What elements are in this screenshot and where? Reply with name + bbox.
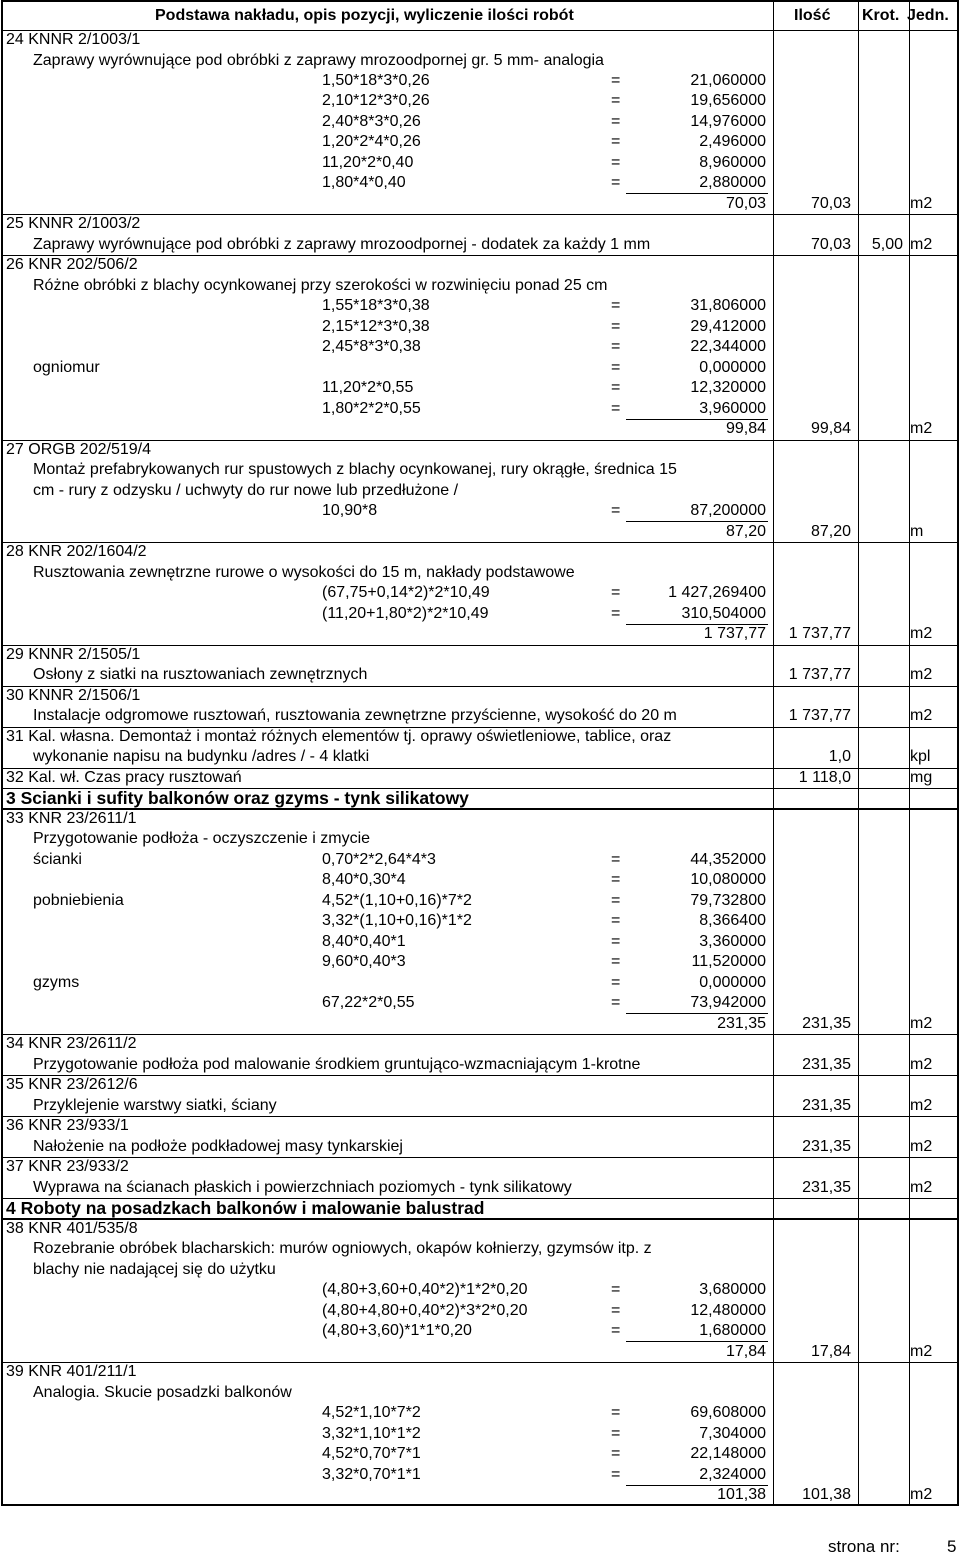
calc-cell: = [611, 1466, 621, 1483]
calc-cell: 11,20*2*0,55 [322, 379, 414, 396]
calc-cell: = [611, 92, 621, 109]
total-cell: 87,20 [810, 523, 851, 540]
calc-cell: 3,32*0,70*1*1 [322, 1466, 421, 1483]
calc-cell: 1,680000 [699, 1322, 766, 1339]
text-cell: Osłony z siatki na rusztowaniach zewnętrznych [33, 666, 368, 683]
calc-cell: 2,496000 [699, 133, 766, 150]
text-cell: 1 737,77 [788, 666, 851, 683]
calc-cell: 69,608000 [690, 1404, 766, 1421]
text-cell: Wyprawa na ścianach płaskich i powierzchniach poziomych - tynk silikatowy [33, 1179, 572, 1196]
text-cell: 231,35 [802, 1179, 851, 1196]
item-rule [3, 809, 957, 810]
section-cell: 3 Scianki i sufity balkonów oraz gzyms - tynk silikatowy [6, 788, 469, 808]
text-cell: kpl [910, 748, 931, 765]
item-rule [3, 1157, 957, 1158]
calc-cell: ogniomur [33, 359, 100, 376]
calc-cell: = [611, 400, 621, 417]
calc-cell: 3,960000 [699, 400, 766, 417]
calc-cell: 12,480000 [690, 1302, 766, 1319]
calc-cell: 8,40*0,40*1 [322, 933, 406, 950]
item-cell: 27 ORGB 202/519/4 [6, 441, 151, 458]
total-cell: 231,35 [802, 1015, 851, 1032]
total-cell: m2 [910, 625, 933, 642]
item-cell: 28 KNR 202/1604/2 [6, 543, 147, 560]
calc-cell: = [611, 994, 621, 1011]
calc-cell: (4,80+4,80+0,40*2)*3*2*0,20 [322, 1302, 528, 1319]
total-cell: m2 [910, 1015, 933, 1032]
calc-cell: 3,32*(1,10+0,16)*1*2 [322, 912, 472, 929]
calc-cell: 1,50*18*3*0,26 [322, 72, 430, 89]
calc-cell: (11,20+1,80*2)*2*10,49 [322, 605, 489, 622]
calc-cell: 8,366400 [699, 912, 766, 929]
header-repeat: Krot. [862, 7, 900, 24]
calc-cell: 8,960000 [699, 154, 766, 171]
header-unit: Jedn. [907, 7, 949, 24]
item-rule [3, 1075, 957, 1076]
page-number: 5 [947, 1537, 957, 1556]
calc-cell: 14,976000 [690, 113, 766, 130]
total-cell: 17,84 [810, 1343, 851, 1360]
calc-cell: (4,80+3,60+0,40*2)*1*2*0,20 [322, 1281, 528, 1298]
calc-cell: 9,60*0,40*3 [322, 953, 406, 970]
calc-cell: 2,880000 [699, 174, 766, 191]
item-cell: 32 Kal. wł. Czas pracy rusztowań [6, 769, 242, 786]
calc-cell: 2,45*8*3*0,38 [322, 338, 421, 355]
item-rule [3, 1362, 957, 1363]
calc-cell: = [611, 338, 621, 355]
item-cell: 24 KNNR 2/1003/1 [6, 31, 141, 48]
text-cell: Nałożenie na podłoże podkładowej masy tynkarskiej [33, 1138, 403, 1155]
calc-cell: 10,080000 [690, 871, 766, 888]
calc-cell: 3,360000 [699, 933, 766, 950]
calc-cell: = [611, 154, 621, 171]
item-rule [3, 686, 957, 687]
text-cell: Zaprawy wyrównujące pod obróbki z zaprawy mrozoodpornej - dodatek za każdy 1 mm [33, 236, 651, 253]
item-rule [3, 214, 957, 215]
calc-cell: = [611, 379, 621, 396]
item-cell: 25 KNNR 2/1003/2 [6, 215, 141, 232]
total-cell: m [910, 523, 924, 540]
text-cell: Przyklejenie warstwy siatki, ściany [33, 1097, 277, 1114]
header-description: Podstawa nakładu, opis pozycji, wyliczenie ilości robót [155, 7, 574, 24]
calc-cell: = [611, 912, 621, 929]
page-label: strona nr: [828, 1537, 900, 1556]
total-cell: 1 737,77 [703, 625, 766, 642]
text-cell: 231,35 [802, 1138, 851, 1155]
calc-cell: = [611, 1281, 621, 1298]
calc-cell: 310,504000 [681, 605, 766, 622]
calc-cell: 22,344000 [690, 338, 766, 355]
calc-cell: 0,000000 [699, 359, 766, 376]
cost-estimate-table [1, 0, 959, 1506]
item-rule [3, 1219, 957, 1220]
calc-cell: = [611, 1302, 621, 1319]
calc-cell: 8,40*0,30*4 [322, 871, 406, 888]
text-cell: Instalacje odgromowe rusztowań, rusztowania zewnętrzne przyścienne, wysokość do 20 m [33, 707, 677, 724]
calc-cell: gzyms [33, 974, 80, 991]
calc-cell: (67,75+0,14*2)*2*10,49 [322, 584, 490, 601]
header-quantity: Ilość [794, 7, 831, 24]
column-separator [909, 2, 910, 1504]
text-cell: wykonanie napisu na budynku /adres / - 4 klatki [33, 748, 370, 765]
total-cell: 1 737,77 [788, 625, 851, 642]
calc-cell: 2,40*8*3*0,26 [322, 113, 421, 130]
calc-cell: = [611, 174, 621, 191]
text-cell: 1,0 [828, 748, 851, 765]
calc-cell: 2,15*12*3*0,38 [322, 318, 430, 335]
item-cell: 38 KNR 401/535/8 [6, 1220, 138, 1237]
calc-cell: pobniebienia [33, 892, 124, 909]
calc-cell: = [611, 892, 621, 909]
text-cell: m2 [910, 1097, 933, 1114]
item-cell: 1 118,0 [798, 769, 851, 786]
calc-cell: 1 427,269400 [668, 584, 766, 601]
item-cell: 26 KNR 202/506/2 [6, 256, 138, 273]
item-rule [3, 255, 957, 256]
calc-cell: 4,52*0,70*7*1 [322, 1445, 421, 1462]
calc-cell: 1,55*18*3*0,38 [322, 297, 430, 314]
text-cell: m2 [910, 666, 933, 683]
total-cell: m2 [910, 1343, 933, 1360]
calc-cell: 29,412000 [690, 318, 766, 335]
item-cell: 34 KNR 23/2611/2 [6, 1035, 137, 1052]
calc-cell: 2,10*12*3*0,26 [322, 92, 430, 109]
calc-cell: 31,806000 [690, 297, 766, 314]
total-cell: 231,35 [717, 1015, 766, 1032]
text-cell: Rozebranie obróbek blacharskich: murów ogniowych, okapów kołnierzy, gzymsów itp. z [33, 1240, 652, 1257]
item-cell: 30 KNNR 2/1506/1 [6, 687, 141, 704]
calc-cell: = [611, 1322, 621, 1339]
total-cell: 99,84 [725, 420, 766, 437]
text-cell: 70,03 [810, 236, 851, 253]
total-cell: 87,20 [725, 523, 766, 540]
calc-cell: = [611, 318, 621, 335]
text-cell: cm - rury z odzysku / uchwyty do rur nowe lub przedłużone / [33, 482, 459, 499]
calc-cell: = [611, 974, 621, 991]
calc-cell: = [611, 133, 621, 150]
total-cell: 99,84 [810, 420, 851, 437]
text-cell: Analogia. Skucie posadzki balkonów [33, 1384, 292, 1401]
calc-cell: = [611, 933, 621, 950]
calc-cell: = [611, 1425, 621, 1442]
item-rule [3, 1034, 957, 1035]
calc-cell: 19,656000 [690, 92, 766, 109]
calc-cell: = [611, 584, 621, 601]
text-cell: Przygotowanie podłoża pod malowanie środkiem gruntująco-wzmacniającym 1-krotne [33, 1056, 641, 1073]
calc-cell: = [611, 953, 621, 970]
calc-cell: 7,304000 [699, 1425, 766, 1442]
text-cell: m2 [910, 1138, 933, 1155]
total-cell: 70,03 [725, 195, 766, 212]
item-cell: 29 KNNR 2/1505/1 [6, 646, 141, 663]
calc-cell: = [611, 502, 621, 519]
calc-cell: 0,000000 [699, 974, 766, 991]
calc-cell: = [611, 113, 621, 130]
item-cell: 33 KNR 23/2611/1 [6, 810, 137, 827]
calc-cell: 1,80*4*0,40 [322, 174, 406, 191]
calc-cell: 4,52*(1,10+0,16)*7*2 [322, 892, 472, 909]
total-cell: 70,03 [810, 195, 851, 212]
item-cell: 31 Kal. własna. Demontaż i montaż różnych elementów tj. oprawy oświetleniowe, tablice, oraz [6, 728, 672, 745]
calc-cell: 1,80*2*2*0,55 [322, 400, 421, 417]
text-cell: Przygotowanie podłoża - oczyszczenie i zmycie [33, 830, 371, 847]
calc-cell: 3,680000 [699, 1281, 766, 1298]
total-cell: m2 [910, 1486, 933, 1503]
calc-cell: ścianki [33, 851, 82, 868]
calc-cell: 11,20*2*0,40 [322, 154, 414, 171]
total-cell: 101,38 [802, 1486, 851, 1503]
item-cell: 39 KNR 401/211/1 [6, 1363, 137, 1380]
text-cell: 231,35 [802, 1056, 851, 1073]
text-cell: m2 [910, 1056, 933, 1073]
calc-cell: 12,320000 [690, 379, 766, 396]
column-separator [773, 2, 774, 1504]
text-cell: 1 737,77 [788, 707, 851, 724]
text-cell: m2 [910, 707, 933, 724]
calc-cell: 11,520000 [691, 953, 766, 970]
text-cell: Różne obróbki z blachy ocynkowanej przy szerokości w rozwinięciu ponad 25 cm [33, 277, 608, 294]
item-rule [3, 645, 957, 646]
item-cell: mg [910, 769, 933, 786]
text-cell: Rusztowania zewnętrzne rurowe o wysokości do 15 m, nakłady podstawowe [33, 564, 575, 581]
calc-cell: 21,060000 [690, 72, 766, 89]
calc-cell: 44,352000 [690, 851, 766, 868]
item-cell: 36 KNR 23/933/1 [6, 1117, 129, 1134]
item-rule [3, 1116, 957, 1117]
calc-cell: 10,90*8 [322, 502, 378, 519]
calc-cell: (4,80+3,60)*1*1*0,20 [322, 1322, 472, 1339]
calc-cell: = [611, 72, 621, 89]
text-cell: Montaż prefabrykowanych rur spustowych z blachy ocynkowanej, rury okrągłe, średnica 15 [33, 461, 677, 478]
text-cell: 5,00 [871, 236, 903, 253]
calc-cell: = [611, 605, 621, 622]
calc-cell: = [611, 1404, 621, 1421]
column-separator [858, 2, 859, 1504]
text-cell: m2 [910, 236, 933, 253]
total-cell: m2 [910, 420, 933, 437]
calc-cell: 67,22*2*0,55 [322, 994, 415, 1011]
item-cell: 37 KNR 23/933/2 [6, 1158, 129, 1175]
calc-cell: 3,32*1,10*1*2 [322, 1425, 421, 1442]
calc-cell: = [611, 871, 621, 888]
text-cell: 231,35 [802, 1097, 851, 1114]
text-cell: m2 [910, 1179, 933, 1196]
calc-cell: 73,942000 [690, 994, 766, 1011]
calc-cell: 4,52*1,10*7*2 [322, 1404, 421, 1421]
total-cell: 101,38 [717, 1486, 766, 1503]
item-cell: 35 KNR 23/2612/6 [6, 1076, 138, 1093]
text-cell: Zaprawy wyrównujące pod obróbki z zaprawy mrozoodpornej gr. 5 mm- analogia [33, 52, 604, 69]
calc-cell: 87,200000 [690, 502, 766, 519]
section-cell: 4 Roboty na posadzkach balkonów i malowanie balustrad [6, 1198, 485, 1218]
calc-cell: = [611, 851, 621, 868]
total-cell: 17,84 [725, 1343, 766, 1360]
calc-cell: 0,70*2*2,64*4*3 [322, 851, 436, 868]
calc-cell: 79,732800 [690, 892, 766, 909]
calc-cell: 22,148000 [690, 1445, 766, 1462]
calc-cell: 2,324000 [699, 1466, 766, 1483]
calc-cell: 1,20*2*4*0,26 [322, 133, 421, 150]
text-cell: blachy nie nadającej się do użytku [33, 1261, 276, 1278]
calc-cell: = [611, 1445, 621, 1462]
total-cell: m2 [910, 195, 933, 212]
calc-cell: = [611, 359, 621, 376]
calc-cell: = [611, 297, 621, 314]
item-rule [3, 30, 957, 31]
